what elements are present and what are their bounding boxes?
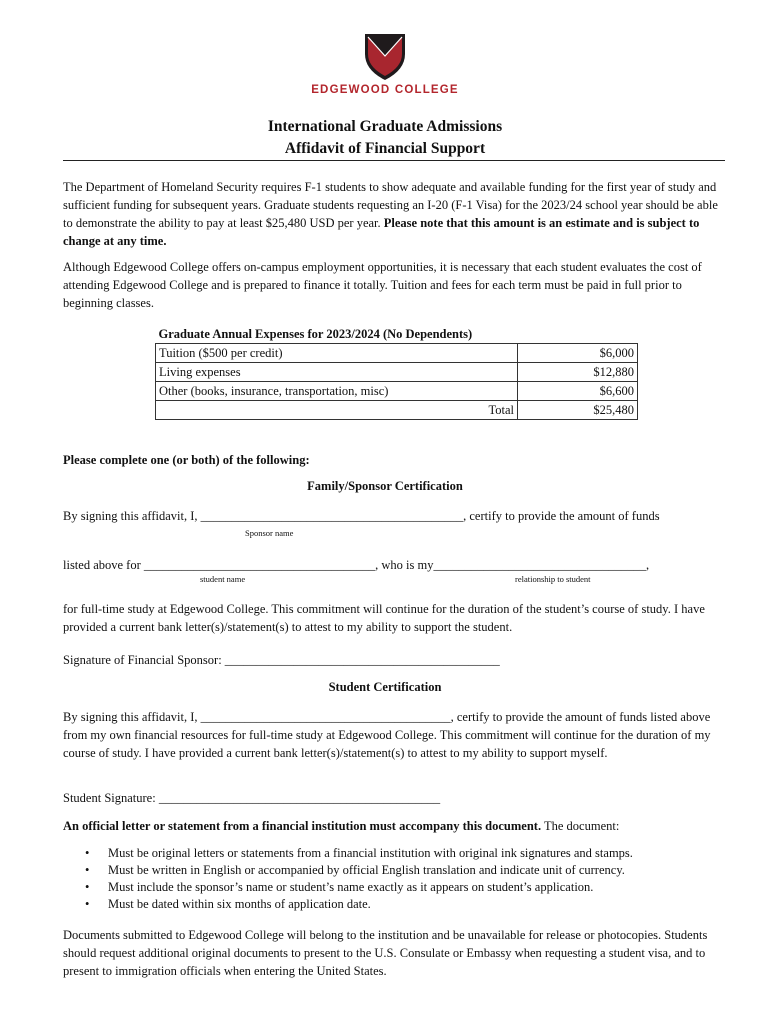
requirements-list bbox=[63, 845, 633, 913]
student-heading: Student Certification bbox=[328, 680, 442, 694]
instructions: Please complete one (or both) of the following: bbox=[63, 453, 310, 467]
total-label: Total bbox=[156, 401, 518, 420]
sponsor-name-caption: Sponsor name bbox=[245, 528, 294, 538]
list-item-text: Must be original letters or statements from a financial institution with original ink signatures and stamps. bbox=[108, 846, 633, 860]
bullet-icon: • bbox=[85, 863, 90, 877]
intro-paragraph-2: Although Edgewood College offers on-campus employment opportunities, it is necessary that each student evaluates the cost of attending Edgewood College and is prepared to finance it totally. Tuition and fees for each term must be paid in full prior to beginning classes. bbox=[63, 260, 702, 310]
expense-label: Other (books, insurance, transportation, misc) bbox=[156, 382, 518, 401]
requirements-lead-text: The document: bbox=[541, 819, 620, 833]
expense-amount: $12,880 bbox=[518, 363, 638, 382]
list-item-text: Must be written in English or accompanied by official English translation and indicate unit of currency. bbox=[108, 863, 625, 877]
expense-amount: $6,600 bbox=[518, 382, 638, 401]
requirements-lead bbox=[63, 817, 723, 835]
intro-text: The Department of Homeland Security requires F-1 students to show adequate and available funding for the first year of study and sufficient funding for subsequent years. Graduate students requesting an I-20 (F-1 Visa) for the 2023/24 school year should be able to demonstrate the ability to pay at least $25,480 USD per year. bbox=[63, 180, 718, 230]
title-divider bbox=[63, 160, 725, 161]
intro-paragraph-1 bbox=[63, 178, 723, 250]
bullet-icon: • bbox=[85, 846, 90, 860]
bullet-icon: • bbox=[85, 880, 90, 894]
college-crest-icon bbox=[362, 30, 408, 82]
table-row bbox=[156, 344, 638, 363]
student-signature-line[interactable]: Student Signature: _____________________________________________ bbox=[63, 791, 441, 805]
expense-label: Living expenses bbox=[156, 363, 518, 382]
total-amount: $25,480 bbox=[518, 401, 638, 420]
list-item bbox=[63, 845, 633, 862]
student-name-caption: student name bbox=[200, 574, 246, 584]
expense-label: Tuition ($500 per credit) bbox=[156, 344, 518, 363]
sponsor-line-1[interactable]: By signing this affidavit, I, __________________________________________, certify to provide the amount of funds bbox=[63, 509, 660, 523]
expense-amount: $6,000 bbox=[518, 344, 638, 363]
sponsor-signature-line[interactable]: Signature of Financial Sponsor: ____________________________________________ bbox=[63, 653, 500, 667]
expenses-table bbox=[155, 325, 638, 420]
list-item-text: Must be dated within six months of application date. bbox=[108, 897, 371, 911]
closing-paragraph: Documents submitted to Edgewood College will belong to the institution and be unavailable for release or photocopies. Students should request additional original documents to present to the U.S. Consulate or Embassy when requesting a student visa, and to present to immigration officials when entering the United States. bbox=[63, 928, 708, 978]
intro-notice: Please note that this amount is an estimate and is subject to change at any time. bbox=[63, 216, 700, 248]
student-paragraph[interactable]: By signing this affidavit, I, ________________________________________, certify to provide the amount of funds listed above from my own financial resources for full-time study at Edgewood College. This commitment will continue for the duration of my course of study. I have provided a current bank letter(s)/statement(s) to attest to my ability to support myself. bbox=[63, 710, 711, 760]
sponsor-heading: Family/Sponsor Certification bbox=[307, 479, 463, 493]
expenses-heading: Graduate Annual Expenses for 2023/2024 (No Dependents) bbox=[158, 326, 473, 341]
page-title: International Graduate Admissions bbox=[267, 118, 503, 135]
list-item bbox=[63, 862, 633, 879]
logo-wordmark: EDGEWOOD COLLEGE bbox=[311, 84, 459, 96]
requirements-lead-bold: An official letter or statement from a financial institution must accompany this document. bbox=[63, 819, 542, 833]
college-logo bbox=[0, 30, 770, 96]
relationship-caption: relationship to student bbox=[515, 574, 591, 584]
list-item bbox=[63, 879, 633, 896]
table-row-total bbox=[156, 401, 638, 420]
sponsor-line-2[interactable]: listed above for _____________________________________, who is my__________________________________, bbox=[63, 558, 650, 572]
bullet-icon: • bbox=[85, 897, 90, 911]
table-row bbox=[156, 382, 638, 401]
table-row bbox=[156, 363, 638, 382]
list-item bbox=[63, 896, 633, 913]
page-subtitle: Affidavit of Financial Support bbox=[284, 140, 486, 157]
list-item-text: Must include the sponsor’s name or student’s name exactly as it appears on student’s application. bbox=[108, 880, 594, 894]
sponsor-paragraph: for full-time study at Edgewood College. This commitment will continue for the duration of the student’s course of study. I have provided a current bank letter(s)/statement(s) to attest to my ability to support the student. bbox=[63, 602, 705, 634]
